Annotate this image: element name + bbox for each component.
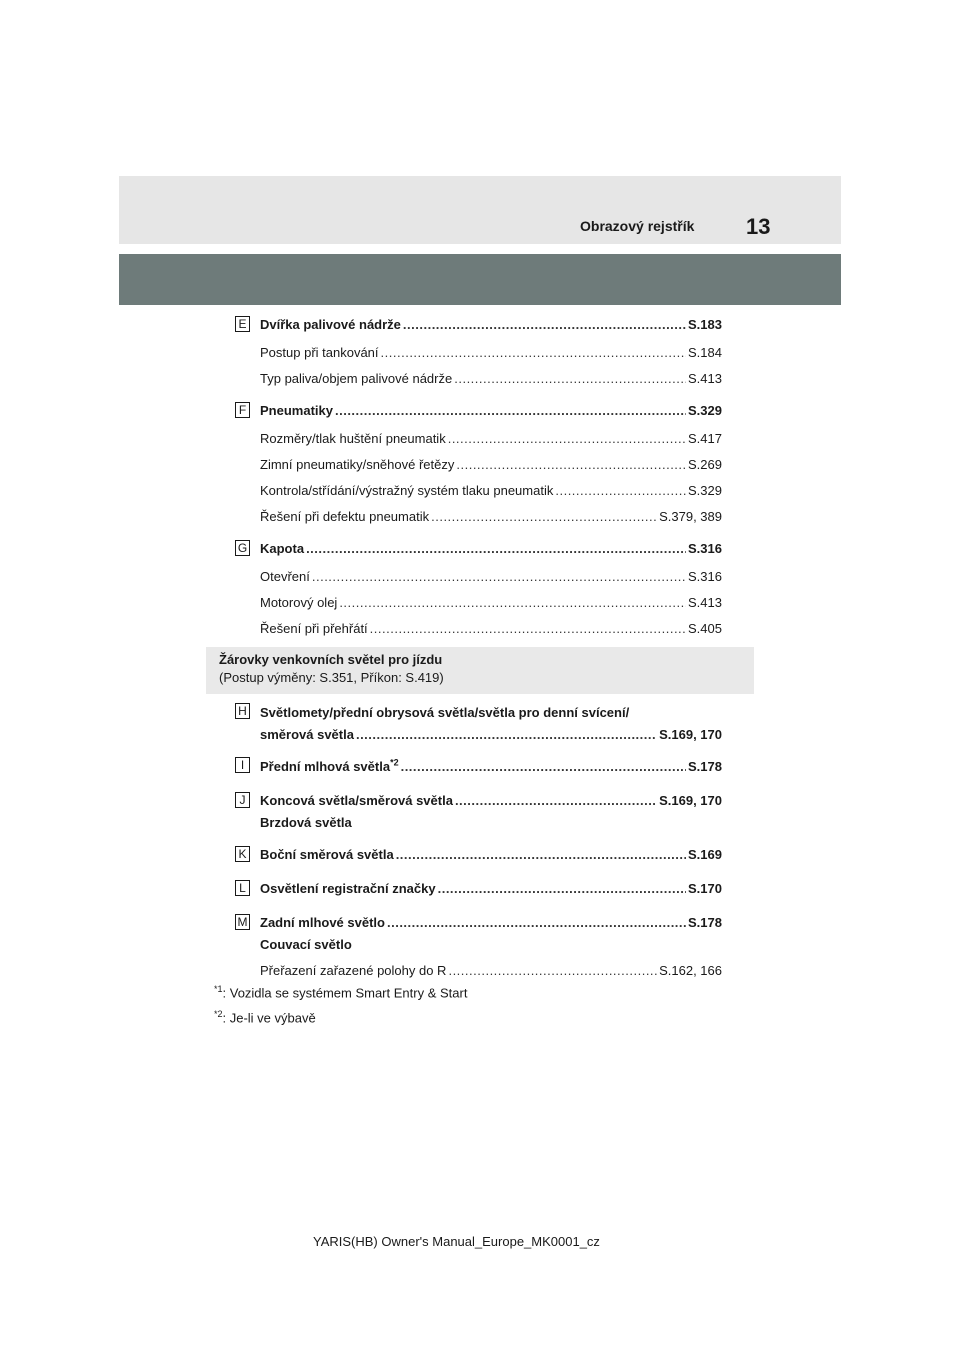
entry-page-ref: S.316	[688, 541, 722, 556]
leader-dots	[339, 595, 686, 610]
page-footer: YARIS(HB) Owner's Manual_Europe_MK0001_cz	[313, 1234, 600, 1249]
index-entry[interactable]	[260, 621, 722, 639]
letter-label-e: E	[235, 316, 250, 332]
entry-license-plate-light[interactable]	[260, 881, 722, 899]
leader-dots	[555, 483, 686, 498]
index-entry[interactable]	[260, 431, 722, 449]
entry-label: Typ paliva/objem palivové nádrže	[260, 371, 453, 386]
index-entry[interactable]	[260, 317, 722, 335]
letter-label-g: G	[235, 540, 250, 556]
entry-brake-lights: Brzdová světla	[260, 815, 352, 830]
leader-dots	[396, 847, 686, 862]
entry-page-ref: S.316	[688, 569, 722, 584]
letter-label-j: J	[235, 792, 250, 808]
section-header-title: Obrazový rejstřík	[580, 218, 695, 234]
entry-page-ref: S.169, 170	[659, 727, 722, 742]
leader-dots	[370, 621, 686, 636]
section-subtitle: (Postup výměny: S.351, Příkon: S.419)	[219, 670, 444, 685]
entry-shift-to-reverse[interactable]	[260, 963, 722, 981]
entry-page-ref: S.413	[688, 371, 722, 386]
leader-dots	[448, 431, 686, 446]
letter-label-m: M	[235, 914, 250, 930]
index-entry[interactable]	[260, 371, 722, 389]
entry-reverse-light: Couvací světlo	[260, 937, 352, 952]
leader-dots	[387, 915, 686, 930]
entry-page-ref: S.417	[688, 431, 722, 446]
index-entry[interactable]	[260, 595, 722, 613]
entry-label: Zimní pneumatiky/sněhové řetězy	[260, 457, 455, 472]
entry-label: Koncová světla/směrová světla	[260, 793, 453, 808]
leader-dots	[438, 881, 686, 896]
entry-label: Osvětlení registrační značky	[260, 881, 436, 896]
leader-dots	[356, 727, 657, 742]
entry-label: Motorový olej	[260, 595, 338, 610]
footnote-mark: *1	[214, 984, 223, 994]
entry-label: Kapota	[260, 541, 305, 556]
footnote-text: : Vozidla se systémem Smart Entry & Start	[222, 985, 468, 1001]
entry-page-ref: S.183	[688, 317, 722, 332]
entry-page-ref: S.405	[688, 621, 722, 636]
entry-label: Dvířka palivové nádrže	[260, 317, 401, 332]
entry-tail-lights[interactable]	[260, 793, 722, 811]
index-entry[interactable]	[260, 345, 722, 363]
entry-page-ref: S.178	[688, 759, 722, 774]
entry-label: Pneumatiky	[260, 403, 333, 418]
entry-front-fog-lights[interactable]	[260, 759, 722, 777]
letter-label-i: I	[235, 757, 250, 773]
entry-page-ref: S.329	[688, 483, 722, 498]
index-entry[interactable]	[260, 541, 722, 559]
leader-dots	[456, 457, 686, 472]
entry-page-ref: S.162, 166	[659, 963, 722, 978]
index-entry[interactable]	[260, 509, 722, 527]
entry-page-ref: S.379, 389	[659, 509, 722, 524]
entry-label: Boční směrová světla	[260, 847, 394, 862]
index-entry[interactable]	[260, 403, 722, 421]
letter-label-h: H	[235, 703, 250, 719]
entry-label	[260, 759, 399, 774]
entry-label-text: Přední mlhová světla	[260, 759, 391, 774]
footnote-text: : Je-li ve výbavě	[222, 1010, 316, 1026]
leader-dots	[401, 759, 686, 774]
entry-page-ref: S.170	[688, 881, 722, 896]
leader-dots	[448, 963, 657, 978]
entry-label: Postup při tankování	[260, 345, 379, 360]
footnote-1	[214, 984, 467, 1000]
leader-dots	[455, 793, 657, 808]
letter-label-k: K	[235, 846, 250, 862]
footnote-2	[214, 1009, 316, 1025]
leader-dots	[381, 345, 686, 360]
entry-label: Řešení při defektu pneumatik	[260, 509, 430, 524]
page-number: 13	[746, 214, 771, 239]
entry-page-ref: S.169, 170	[659, 793, 722, 808]
index-entry[interactable]	[260, 457, 722, 475]
entry-headlights[interactable]	[260, 727, 722, 745]
entry-label: Kontrola/střídání/výstražný systém tlaku pneumatik	[260, 483, 554, 498]
letter-label-f: F	[235, 402, 250, 418]
index-entry[interactable]	[260, 483, 722, 501]
entry-label: Otevření	[260, 569, 310, 584]
leader-dots	[335, 403, 686, 418]
entry-label: Řešení při přehřátí	[260, 621, 368, 636]
entry-label: Přeřazení zařazené polohy do R	[260, 963, 447, 978]
section-title: Žárovky venkovních světel pro jízdu	[219, 652, 443, 667]
leader-dots	[306, 541, 686, 556]
entry-page-ref: S.184	[688, 345, 722, 360]
index-entry[interactable]	[260, 569, 722, 587]
footnote-mark: *2	[214, 1009, 223, 1019]
letter-label-l: L	[235, 880, 250, 896]
entry-side-turn-signals[interactable]	[260, 847, 722, 865]
entry-rear-fog-light[interactable]	[260, 915, 722, 933]
entry-page-ref: S.269	[688, 457, 722, 472]
entry-page-ref: S.169	[688, 847, 722, 862]
entry-headlights-line1: Světlomety/přední obrysová světla/světla pro denní svícení/	[260, 705, 630, 720]
leader-dots	[454, 371, 686, 386]
entry-page-ref: S.178	[688, 915, 722, 930]
leader-dots	[312, 569, 686, 584]
entry-label: směrová světla	[260, 727, 354, 742]
footnote-mark: *2	[390, 757, 399, 768]
entry-page-ref: S.413	[688, 595, 722, 610]
leader-dots	[403, 317, 686, 332]
entry-label: Zadní mlhové světlo	[260, 915, 385, 930]
entry-label: Rozměry/tlak huštění pneumatik	[260, 431, 446, 446]
leader-dots	[431, 509, 657, 524]
entry-page-ref: S.329	[688, 403, 722, 418]
